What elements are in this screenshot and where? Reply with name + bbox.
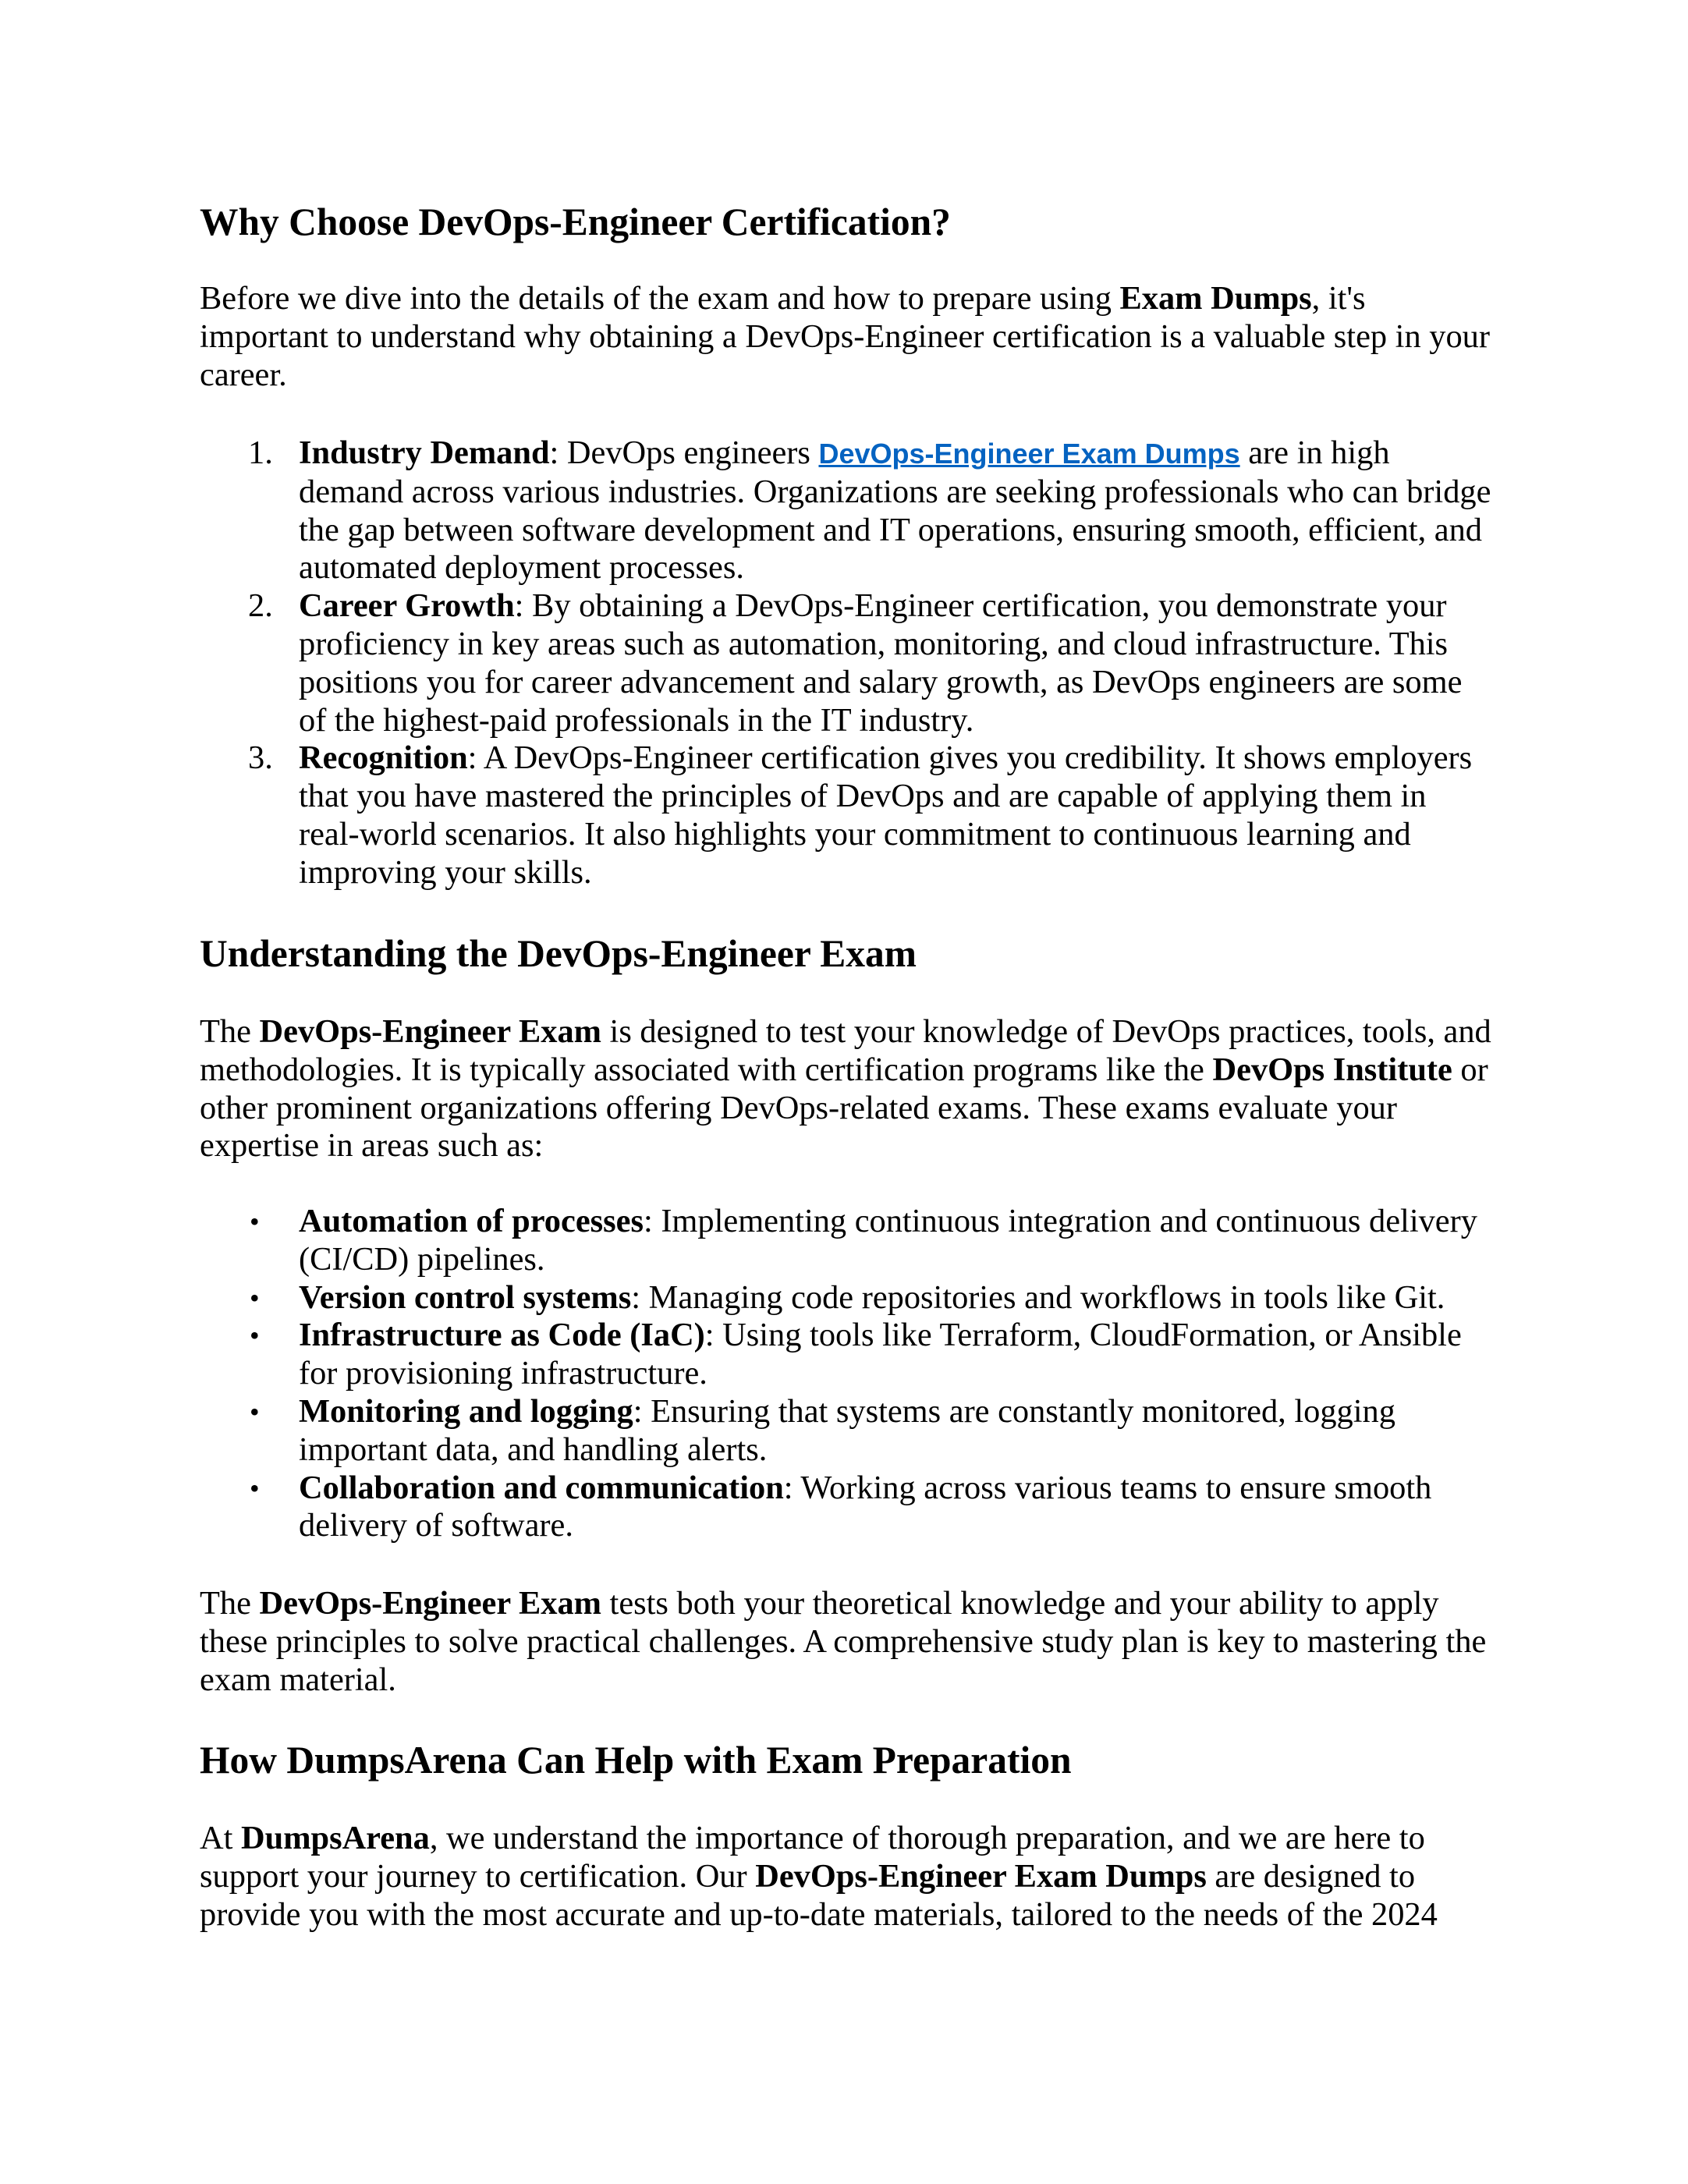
bullet-icon: • — [250, 1206, 260, 1237]
bold-text: Exam Dumps — [1119, 280, 1312, 317]
heading-why-choose: Why Choose DevOps-Engineer Certification? — [200, 200, 951, 243]
exam-summary-paragraph — [200, 1585, 1493, 1699]
text: : Implementing continuous integration and continuous delivery (CI/CD) pipelines. — [299, 1203, 1477, 1278]
list-item — [200, 1393, 1493, 1470]
item-title: Career Growth — [299, 587, 515, 625]
text: or other prominent organizations offering DevOps-related exams. These exams evaluate your expertise in areas such as: — [200, 1051, 1488, 1165]
list-item — [200, 1317, 1493, 1393]
intro-paragraph — [200, 280, 1493, 394]
list-item — [200, 1279, 1493, 1317]
text: : By obtaining a DevOps-Engineer certification, you demonstrate your proficiency in key areas such as automation, monitoring, and cloud infrastructure. This positions you for career advancement and salary growth, as DevOps engineers are some of the highest-paid professionals in the IT industry. — [299, 587, 1463, 739]
expertise-list — [200, 1203, 1493, 1545]
list-number: 1. — [248, 434, 273, 471]
text: : Working across various teams to ensure smooth delivery of software. — [299, 1469, 1432, 1544]
item-title: Infrastructure as Code (IaC) — [299, 1317, 705, 1354]
text: , it's important to understand why obtaining a DevOps-Engineer certification is a valuable step in your career. — [200, 280, 1490, 393]
item-title: Collaboration and communication — [299, 1469, 784, 1506]
item-title: Automation of processes — [299, 1203, 644, 1239]
list-number: 2. — [248, 587, 273, 625]
exam-dumps-link[interactable]: DevOps-Engineer Exam Dumps — [818, 438, 1240, 470]
text: , we understand the importance of thorough preparation, and we are here to support your journey to certification. Our — [200, 1820, 1425, 1895]
heading-dumpsarena-help: How DumpsArena Can Help with Exam Preparation — [200, 1739, 1072, 1782]
text: The — [200, 1585, 260, 1622]
text: The — [200, 1013, 260, 1050]
text: : Using tools like Terraform, CloudFormation, or Ansible for provisioning infrastructure. — [299, 1317, 1462, 1392]
bullet-icon: • — [250, 1282, 260, 1314]
bold-text: DevOps-Engineer Exam Dumps — [755, 1857, 1207, 1895]
item-title: Recognition — [299, 739, 468, 777]
list-number: 3. — [248, 739, 273, 777]
text: are in high demand across various industries. Organizations are seeking professionals who can bridge the gap between software development and IT operations, ensuring smooth, efficient, and automated deployment processes. — [299, 434, 1491, 587]
text: : A DevOps-Engineer certification gives you credibility. It shows employers that you have mastered the principles of DevOps and are capable of applying them in real-world scenarios. It also highlights your commitment to continuous learning and improving your skills. — [299, 739, 1473, 891]
text: are designed to provide you with the most accurate and up-to-date materials, tailored to the needs of the 2024 — [200, 1857, 1438, 1933]
bold-text: DevOps Institute — [1212, 1051, 1452, 1088]
text: tests both your theoretical knowledge and your ability to apply these principles to solve practical challenges. A comprehensive study plan is key to mastering the exam material. — [200, 1585, 1487, 1698]
text: : Managing code repositories and workflows in tools like Git. — [631, 1278, 1445, 1316]
text: Before we dive into the details of the exam and how to prepare using — [200, 280, 1120, 317]
text: : DevOps engineers — [549, 434, 819, 471]
dumpsarena-paragraph — [200, 1820, 1493, 1934]
list-item — [200, 434, 1493, 587]
list-item — [200, 587, 1493, 739]
item-title: Monitoring and logging — [299, 1392, 633, 1430]
bullet-icon: • — [250, 1320, 260, 1352]
text: At — [200, 1820, 241, 1856]
list-item — [200, 739, 1493, 892]
text: is designed to test your knowledge of DevOps practices, tools, and methodologies. It is typically associated with certification programs like the — [200, 1013, 1491, 1088]
bullet-icon: • — [250, 1472, 260, 1504]
bold-text: DumpsArena — [241, 1820, 430, 1856]
heading-understanding-exam: Understanding the DevOps-Engineer Exam — [200, 932, 917, 975]
list-item — [200, 1203, 1493, 1279]
item-title: Industry Demand — [299, 434, 550, 471]
item-title: Version control systems — [299, 1278, 632, 1316]
exam-paragraph — [200, 1013, 1493, 1165]
benefits-list — [200, 434, 1493, 892]
text: : Ensuring that systems are constantly monitored, logging important data, and handling alerts. — [299, 1392, 1395, 1468]
bullet-icon: • — [250, 1395, 260, 1427]
bold-text: DevOps-Engineer Exam — [259, 1013, 601, 1050]
bold-text: DevOps-Engineer Exam — [259, 1585, 601, 1622]
list-item — [200, 1470, 1493, 1546]
